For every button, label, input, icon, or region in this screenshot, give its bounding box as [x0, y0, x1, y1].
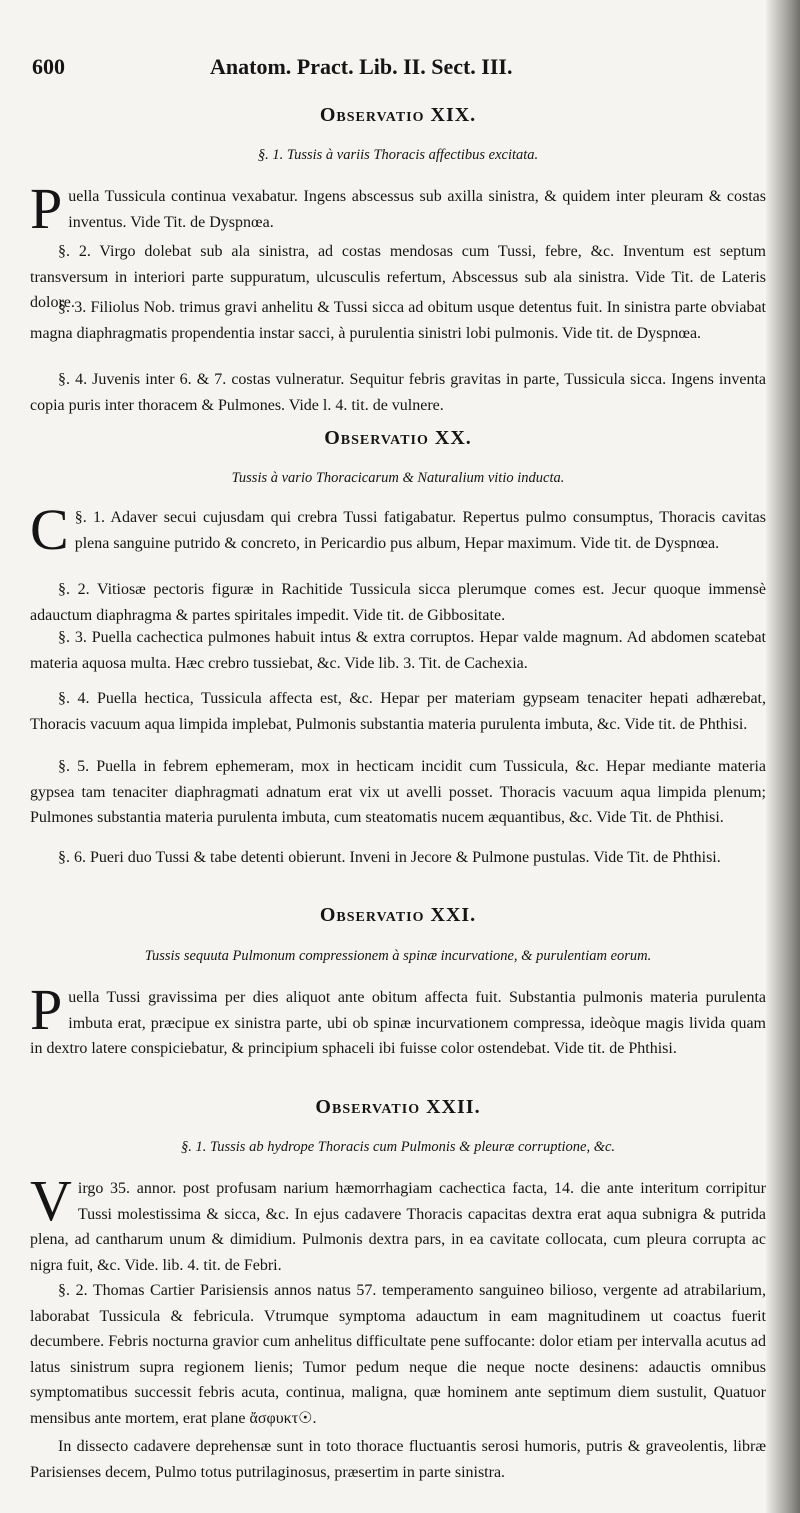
observation-20-paragraph-6: §. 6. Pueri duo Tussi & tabe detenti obierunt. Inveni in Jecore & Pulmone pustulas. Vide Tit. de Phthisi.	[58, 849, 721, 866]
page-gutter-shadow	[766, 0, 800, 1513]
paragraph-text: uella Tussi gravissima per dies aliquot ante obitum affecta fuit. Substantia pulmonis materia purulenta imbuta erat, præcipue ex sinistra parte, ubi ob spinæ incurvationem compressa, ideòque magis livida quam in dextro latere conspiciebatur, & principium sphaceli ibi fuisse color ostendebat. Vide tit. de Phthisi.	[30, 989, 766, 1057]
observation-22-paragraph-1	[30, 1168, 766, 1278]
observation-22-heading: §. 1. Tussis ab hydrope Thoracis cum Pulmonis & pleuræ corruptione, &c.	[180, 1139, 616, 1155]
observation-19-paragraph-3: §. 3. Filiolus Nob. trimus gravi anhelitu & Tussi sicca ad obitum usque detentus fuit. In sinistra parte obviabat magna diaphragmatis propendentia instar sacci, à purulentia sinistri lobi pulmonis. Vide tit. de Dyspnœa.	[30, 299, 766, 342]
observation-20-paragraph-3: §. 3. Puella cachectica pulmones habuit intus & extra corruptos. Hepar valde magnum. Ad abdomen scatebat materia aquosa multa. Hæc crebro tussiebat, &c. Vide lib. 3. Tit. de Cachexia.	[30, 629, 766, 672]
observation-21-heading: Tussis sequuta Pulmonum compressionem à spinæ incurvatione, & purulentiam eorum.	[144, 948, 652, 964]
observation-22-title: Observatio XXII.	[315, 1096, 481, 1118]
observation-19-title: Observatio XIX.	[319, 104, 477, 126]
observation-19-heading: §. 1. Tussis à variis Thoracis affectibus excitata.	[257, 147, 539, 163]
drop-cap: P	[30, 176, 63, 241]
drop-cap: P	[30, 977, 63, 1042]
observation-20-paragraph-5: §. 5. Puella in febrem ephemeram, mox in hecticam incidit cum Tussicula, &c. Hepar mediante materia gypsea tam tenaciter diaphragmati adnatum erat vix ut avelli posset. Thoracis vacuum aqua limpida plenum; Pulmones substantia materia purulenta imbuta, cum steatomatis nucem æquantibus, &c. Vide Tit. de Phthisi.	[30, 758, 766, 826]
observation-21-title: Observatio XXI.	[319, 904, 477, 926]
observation-20-title: Observatio XX.	[324, 427, 472, 449]
observation-21-paragraph-1	[30, 977, 766, 1062]
observation-20-heading: Tussis à vario Thoracicarum & Naturalium vitio inducta.	[231, 470, 565, 486]
observation-22-paragraph-3: In dissecto cadavere deprehensæ sunt in toto thorace fluctuantis serosi humoris, putris & graveolentis, libræ Parisienses decem, Pulmo totus putrilaginosus, præsertim in parte sinistra.	[30, 1438, 766, 1481]
observation-19-paragraph-1	[30, 176, 766, 241]
paragraph-text: §. 1. Adaver secui cujusdam qui crebra Tussi fatigabatur. Repertus pulmo consumptus, Thoracis cavitas plena sanguine putrido & concreto, in Pericardio pus album, Hepar maximum. Vide tit. de Dyspnœa.	[74, 509, 766, 552]
page-header	[30, 54, 766, 84]
observation-20-paragraph-1	[30, 497, 766, 562]
running-head: Anatom. Pract. Lib. II. Sect. III.	[210, 54, 513, 79]
drop-cap: C	[30, 497, 69, 562]
observation-20-paragraph-4: §. 4. Puella hectica, Tussicula affecta est, &c. Hepar per materiam gypseam tenaciter hepati adhærebat, Thoracis vacuum aqua limpida implebat, Pulmonis substantia materia purulenta imbuta, &c. Vide tit. de Phthisi.	[30, 690, 766, 733]
observation-20-paragraph-2: §. 2. Vitiosæ pectoris figuræ in Rachitide Tussicula sicca plerumque comes est. Jecur quoque immensè adauctum diaphragma & partes spiritales impedit. Vide tit. de Gibbositate.	[30, 581, 766, 624]
observation-22-paragraph-2: §. 2. Thomas Cartier Parisiensis annos natus 57. temperamento sanguineo bilioso, vergente ad atrabilarium, laborabat Tussicula & febricula. Vtrumque symptoma adauctum in eam magnitudinem ut coactus fuerit decumbere. Febris nocturna gravior cum anhelitus difficultate pene suffocante: dolor etiam per intervalla acutus ad latus sinistrum supra regionem lienis; Tumor pedum neque die neque nocte desinens: adauctis omnibus symptomatibus successit febris acuta, continua, maligna, quæ hominem ante septimum diem sustulit, Quatuor mensibus ante mortem, erat plane ἄσφυκτ☉.	[30, 1282, 766, 1427]
paragraph-text: irgo 35. annor. post profusam narium hæmorrhagiam cachectica facta, 14. die ante interitum corripitur Tussi molestissima & sicca, &c. In ejus cadavere Thoracis capacitas dextra erat aqua subnigra & putrida plena, ad cantharum unum & dimidium. Pulmonis dextra pars, in ea cavitate collocata, cum pleura corrupta ac nigra fuit, &c. Vide. lib. 4. tit. de Febri.	[30, 1180, 766, 1274]
paragraph-text: uella Tussicula continua vexabatur. Ingens abscessus sub axilla sinistra, & quidem inter pleuram & costas inventus. Vide Tit. de Dyspnœa.	[68, 188, 766, 231]
observation-19-paragraph-4: §. 4. Juvenis inter 6. & 7. costas vulneratur. Sequitur febris gravitas in parte, Tussicula sicca. Ingens inventa copia puris inter thoracem & Pulmones. Vide l. 4. tit. de vulnere.	[30, 371, 766, 414]
page-number: 600	[32, 54, 65, 79]
drop-cap: V	[30, 1168, 72, 1233]
observation-19-paragraph-2: §. 2. Virgo dolebat sub ala sinistra, ad costas mendosas cum Tussi, febre, &c. Inventum est septum transversum in interiori parte suppuratum, ulcusculis refertum, Abscessus sub ala sinistra. Vide Tit. de Lateris dolore.	[30, 243, 766, 311]
